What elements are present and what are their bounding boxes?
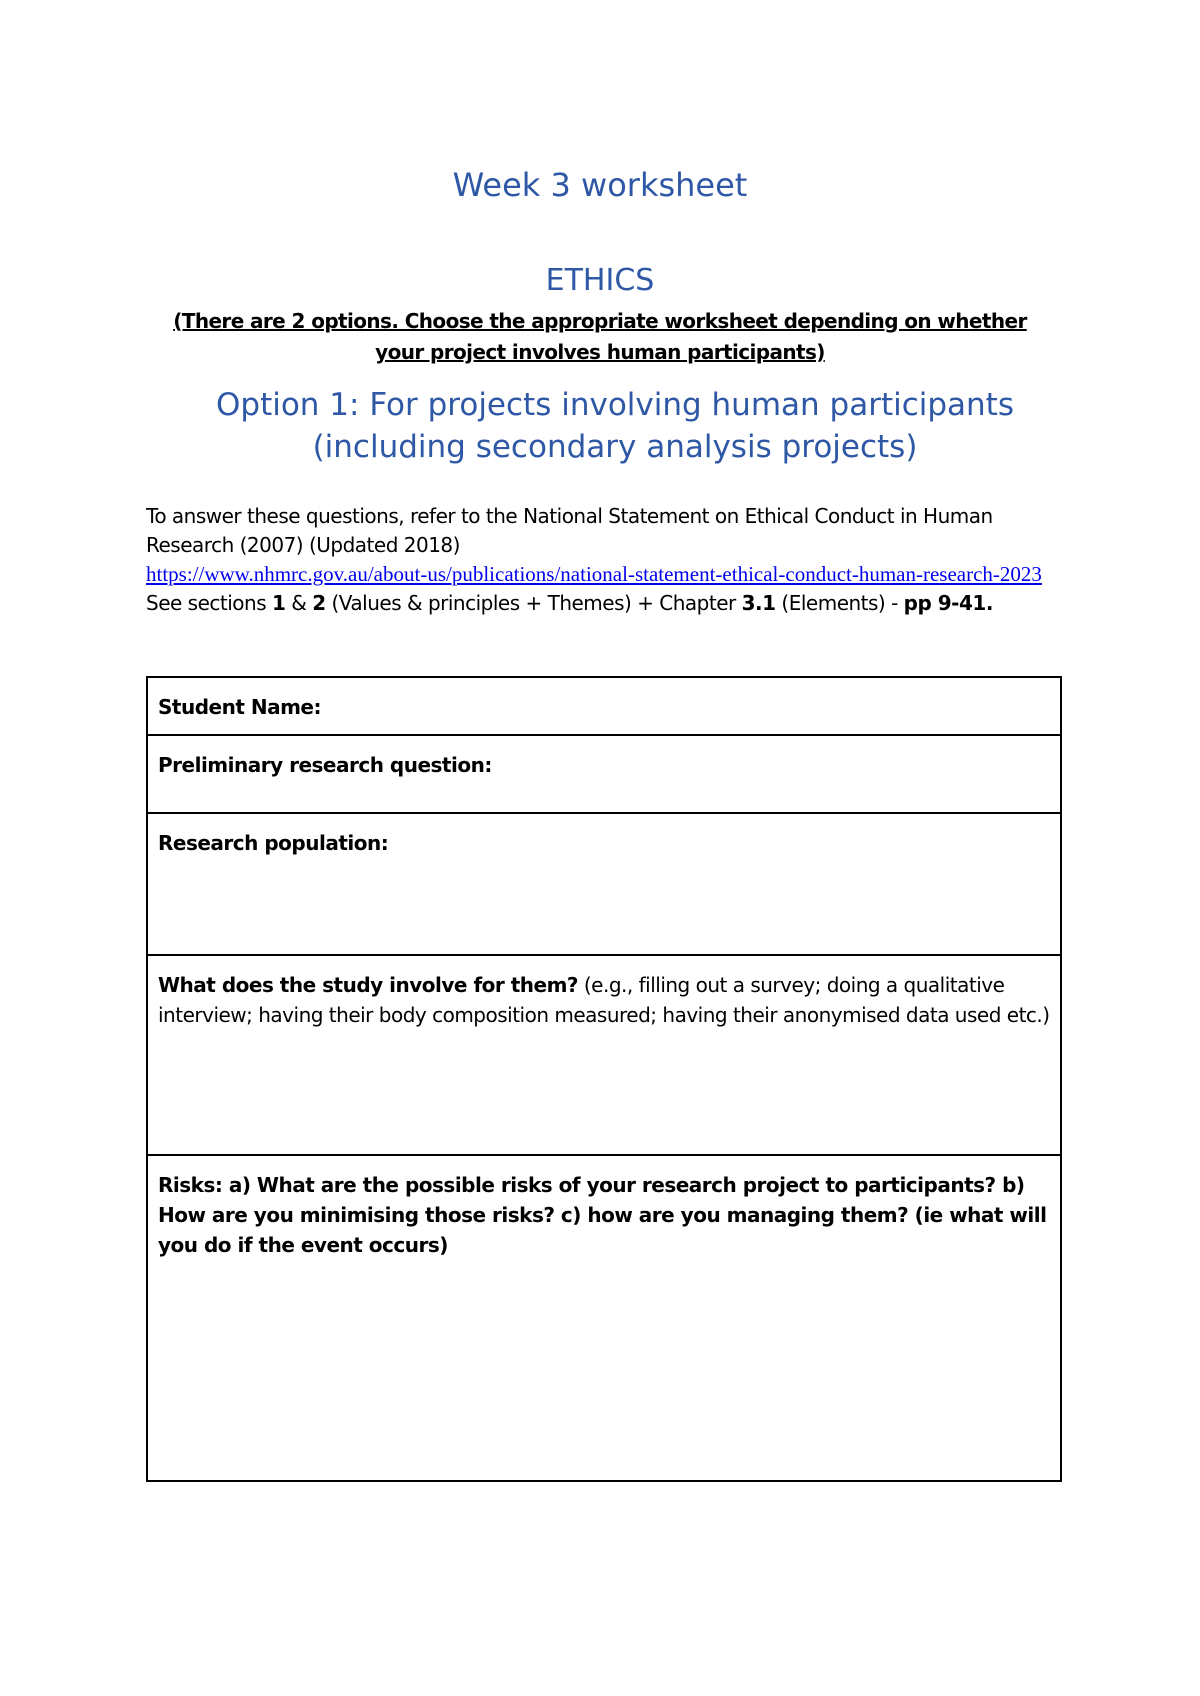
- sections-themes: (Values & principles + Themes) + Chapter: [325, 591, 742, 615]
- sections-amp: &: [285, 591, 313, 615]
- student-name-field[interactable]: [147, 677, 1061, 735]
- section-title: ETHICS: [545, 263, 655, 298]
- study-involvement-label: What does the study involve for them?: [158, 973, 579, 997]
- table-row: [147, 1155, 1061, 1481]
- research-population-field[interactable]: [147, 813, 1061, 955]
- options-note: (There are 2 options. Choose the appropriate worksheet depending on whether your project involves human participants): [173, 309, 1027, 364]
- risks-field[interactable]: [147, 1155, 1061, 1481]
- risks-label: Risks: a) What are the possible risks of your research project to participants? b) How are you minimising those risks? c) how are you managing them? (ie what will you do if the event occurs): [158, 1173, 1047, 1257]
- option-heading-line1: Option 1: For projects involving human participants: [215, 387, 1014, 423]
- table-row: [147, 955, 1061, 1155]
- section-2: 2: [312, 591, 326, 615]
- intro-text: To answer these questions, refer to the National Statement on Ethical Conduct in Human Research (2007) (Updated 2018): [146, 504, 993, 557]
- page-range: pp 9-41.: [903, 591, 993, 615]
- table-row: [147, 677, 1061, 735]
- chapter-number: 3.1: [741, 591, 776, 615]
- option-heading: [150, 384, 1080, 468]
- option-heading-line2: (including secondary analysis projects): [312, 429, 918, 465]
- national-statement-link[interactable]: https://www.nhmrc.gov.au/about-us/publications/national-statement-ethical-conduct-human-research-2023: [146, 562, 1042, 586]
- research-population-label: Research population:: [158, 831, 389, 855]
- sections-elements: (Elements) -: [775, 591, 904, 615]
- table-row: [147, 735, 1061, 813]
- page-title: Week 3 worksheet: [452, 166, 748, 204]
- section-1: 1: [271, 591, 286, 615]
- research-question-field[interactable]: [147, 735, 1061, 813]
- study-involvement-field[interactable]: [147, 955, 1061, 1155]
- intro-paragraph: [146, 502, 1066, 618]
- research-question-label: Preliminary research question:: [158, 753, 492, 777]
- table-row: [147, 813, 1061, 955]
- sections-prefix: See sections: [146, 591, 272, 615]
- sections-text: [146, 591, 993, 615]
- study-involvement-examples: (e.g., filling out a survey; doing a qualitative interview; having their body composition measured; having their anonymised data used etc.): [158, 973, 1050, 1027]
- student-name-label: Student Name:: [158, 695, 321, 719]
- worksheet-form-table: [146, 676, 1062, 1482]
